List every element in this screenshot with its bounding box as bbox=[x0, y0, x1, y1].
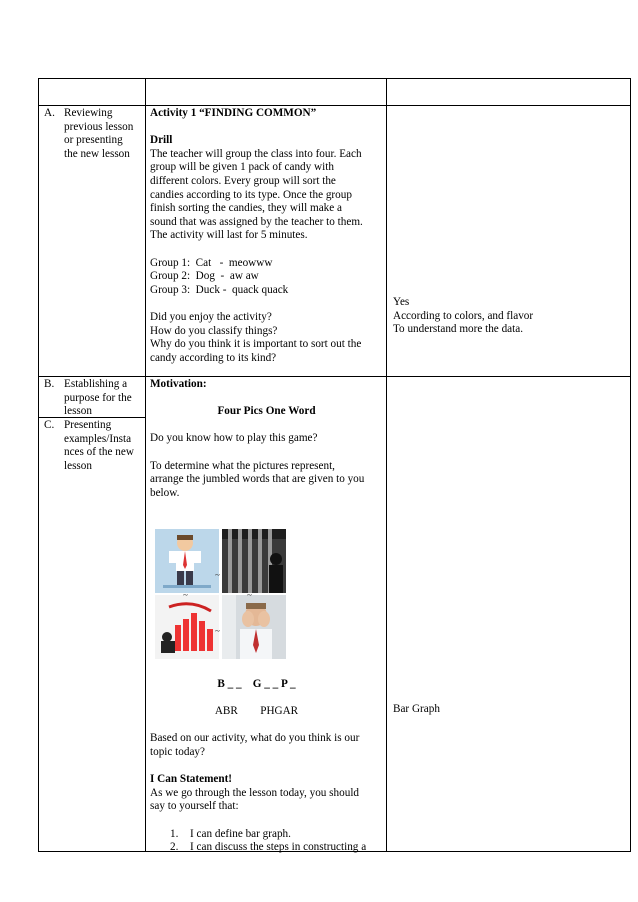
group-line: Group 3: Duck - quack quack bbox=[150, 283, 289, 296]
row-c-label-line: lesson bbox=[64, 459, 92, 472]
motivation-heading: Motivation: bbox=[150, 378, 207, 390]
drill-line: group will be given 1 pack of candy with bbox=[150, 161, 334, 174]
question-line: candy according to its kind? bbox=[150, 351, 277, 364]
list-item: 1. I can define bar graph. bbox=[170, 827, 291, 840]
row-c-label-line: Presenting bbox=[64, 419, 112, 431]
i-can-line: As we go through the lesson today, you should bbox=[150, 786, 360, 799]
i-can-list bbox=[150, 828, 383, 855]
tilde-mark: ~ bbox=[215, 626, 220, 636]
question-line: How do you classify things? bbox=[150, 324, 278, 337]
tilde-mark: ~ bbox=[215, 570, 220, 580]
instruction-line: below. bbox=[150, 486, 180, 499]
row-a-letter: A. bbox=[44, 107, 55, 119]
row-b-letter: B. bbox=[44, 378, 55, 390]
row-c-label-cell bbox=[39, 419, 145, 473]
drill-line: The activity will last for 5 minutes. bbox=[150, 229, 308, 242]
list-item: 2. I can discuss the steps in constructing a bbox=[170, 841, 367, 854]
column-divider-1 bbox=[145, 79, 146, 851]
i-can-line: say to yourself that: bbox=[150, 800, 239, 813]
topic-line: topic today? bbox=[150, 745, 205, 758]
game-question: Do you know how to play this game? bbox=[150, 432, 318, 445]
instruction-line: To determine what the pictures represent, bbox=[150, 459, 335, 472]
answer-line: To understand more the data. bbox=[393, 323, 524, 336]
answer-bar-graph: Bar Graph bbox=[393, 703, 440, 715]
four-pics-image bbox=[155, 529, 286, 659]
row-a-label-cell bbox=[39, 107, 145, 161]
game-title: Four Pics One Word bbox=[217, 405, 316, 418]
row-a-answer-cell bbox=[393, 296, 628, 337]
word-clue-block bbox=[150, 678, 383, 855]
word-blanks: B _ _ G _ _ P _ bbox=[217, 678, 296, 690]
row-b-label: Establishing a purpose for the lesson bbox=[64, 378, 132, 418]
stressed-man-picture bbox=[222, 595, 286, 659]
tilde-mark: ~ bbox=[247, 590, 252, 600]
row-c-letter: C. bbox=[44, 419, 55, 431]
businessman-picture bbox=[155, 529, 219, 593]
answer-line: Yes bbox=[393, 296, 410, 308]
row-c-label-line: examples/Insta bbox=[64, 432, 132, 445]
tilde-mark: ~ bbox=[183, 590, 188, 600]
column-divider-2 bbox=[386, 79, 387, 851]
question-line: Why do you think it is important to sort out the bbox=[150, 338, 362, 351]
row-divider-header bbox=[39, 105, 630, 106]
drill-line: The teacher will group the class into four. Each bbox=[150, 147, 362, 160]
group-line: Group 1: Cat - meowww bbox=[150, 256, 273, 269]
row-b-label-cell bbox=[39, 378, 145, 419]
drill-line: finish sorting the candies, they will make a bbox=[150, 202, 343, 215]
row-divider-a bbox=[39, 376, 630, 377]
activity-title: Activity 1 “FINDING COMMON” bbox=[150, 107, 317, 119]
instruction-line: arrange the jumbled words that are given to you bbox=[150, 473, 365, 486]
drill-heading: Drill bbox=[150, 134, 173, 147]
row-a-activity-cell bbox=[150, 107, 383, 365]
jail-picture bbox=[222, 529, 286, 593]
jumbled-letters: ABR PHGAR bbox=[214, 705, 299, 718]
question-line: Did you enjoy the activity? bbox=[150, 310, 272, 323]
group-line: Group 2: Dog - aw aw bbox=[150, 270, 259, 283]
answer-line: According to colors, and flavor bbox=[393, 309, 534, 322]
row-bc-content-cell bbox=[150, 378, 383, 500]
drill-line: candies according to its type. Once the group bbox=[150, 188, 352, 201]
i-can-heading: I Can Statement! bbox=[150, 773, 233, 786]
drill-line: different colors. Every group will sort the bbox=[150, 174, 336, 187]
falling-bar-chart-picture bbox=[155, 595, 219, 659]
lesson-plan-table bbox=[38, 78, 631, 852]
row-c-label-line: nces of the new bbox=[64, 446, 134, 459]
row-bc-answer-cell bbox=[393, 703, 628, 717]
topic-line: Based on our activity, what do you think is our bbox=[150, 732, 360, 745]
row-a-label: Reviewing previous lesson or presenting the new lesson bbox=[64, 107, 134, 160]
drill-line: sound that was assigned by the teacher to them. bbox=[150, 215, 363, 228]
